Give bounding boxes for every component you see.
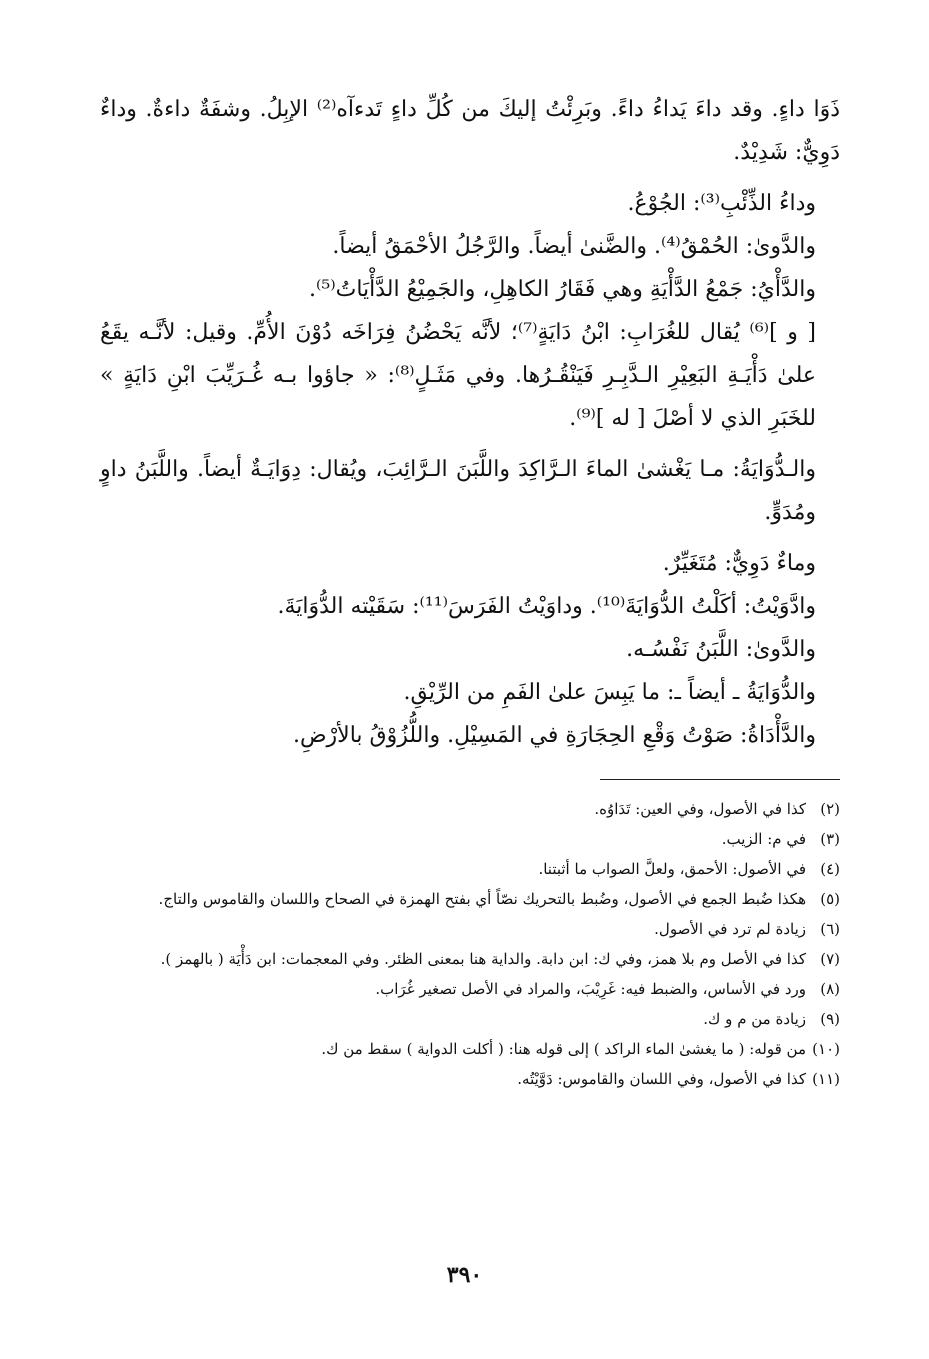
footnote bbox=[100, 914, 840, 944]
paragraph: والـدُّوَايَةُ: مـا يَغْشىٰ الماءَ الـرَّاكِدَ واللَّبَنَ الـرَّائِبَ، ويُقال: دِوَايَـةٌ أيضاً. واللَّبَنُ داوٍ ومُدَوٍّ. bbox=[100, 457, 816, 525]
footnote bbox=[100, 884, 840, 914]
footnote bbox=[100, 974, 840, 1004]
footnote-text: في الأصول: الأحمق، ولعلَّ الصواب ما أثبتنا. bbox=[538, 860, 806, 878]
footnote bbox=[100, 794, 840, 824]
paragraph: والدَّوىٰ: اللَّبَنُ نَفْسُـه. bbox=[626, 637, 816, 662]
footnote-number: (٥) bbox=[820, 890, 840, 908]
footnote-number: (٤) bbox=[820, 860, 840, 878]
page-number: ٣٩٠ bbox=[446, 1262, 483, 1288]
footnote-text: كذا في الأصول، وفي اللسان والقاموس: دَوَّيْتُه. bbox=[517, 1070, 806, 1088]
footnote-number: (١١) bbox=[812, 1070, 840, 1088]
footnote-divider bbox=[600, 779, 840, 780]
footnote-number: (٨) bbox=[820, 980, 840, 998]
paragraph: والدَّوىٰ: الحُمْقُ⁽⁴⁾. والضَّنىٰ أيضاً. والرَّجُلُ الأحْمَقُ أيضاً. bbox=[332, 234, 816, 259]
footnote-text: كذا في الأصول، وفي العين: تَدَاوُه. bbox=[594, 800, 806, 818]
paragraph: وادَّوَيْتُ: أكَلْتُ الدُّوَايَةَ⁽¹⁰⁾. وداوَيْتُ الفَرَسَ⁽¹¹⁾: سَقَيْته الدُّوَايَةَ. bbox=[277, 594, 816, 619]
footnotes bbox=[100, 794, 840, 1094]
footnote-number: (٦) bbox=[820, 920, 840, 938]
footnote bbox=[100, 944, 840, 974]
paragraph: والدُّوَايَةُ ـ أيضاً ـ: ما يَبِسَ علىٰ الفَمِ من الرِّيْقِ. bbox=[403, 680, 816, 705]
footnote bbox=[100, 1004, 840, 1034]
footnote-text: زيادة لم ترد في الأصول. bbox=[654, 920, 806, 938]
footnote-text: في م: الزيب. bbox=[721, 830, 806, 848]
main-text bbox=[100, 88, 840, 757]
footnote bbox=[100, 854, 840, 884]
footnote-number: (٣) bbox=[820, 830, 840, 848]
paragraph: والدَّأْدَاةُ: صَوْتُ وَقْعِ الحِجَارَةِ في المَسِيْلِ. واللُّزُوْقُ بالأرْضِ. bbox=[292, 723, 816, 748]
footnote-text: هكذا ضُبط الجمع في الأصول، وضُبط بالتحريك نصّاً أي بفتح الهمزة في الصحاح واللسان والقاموس والتاج. bbox=[158, 890, 806, 908]
footnote-number: (٧) bbox=[820, 950, 840, 968]
page bbox=[100, 88, 840, 1094]
footnote-number: (٢) bbox=[820, 800, 840, 818]
footnote-text: زيادة من م و ك. bbox=[703, 1010, 806, 1028]
footnote-number: (١٠) bbox=[812, 1040, 840, 1058]
paragraph: والدَّأْيُ: جَمْعُ الدَّأْيَةِ وهي فَقَارُ الكاهِلِ، والجَمِيْعُ الدَّأْيَاتُ⁽⁵⁾. bbox=[308, 277, 816, 302]
footnote bbox=[100, 1064, 840, 1094]
footnote-text: من قوله: ( ما يغشىٰ الماء الراكد ) إلى قوله هنا: ( أكلت الدواية ) سقط من ك. bbox=[321, 1040, 806, 1058]
footnote-text: كذا في الأصل وم بلا همز، وفي ك: ابن دابة. والداية هنا بمعنى الظئر. وفي المعجمات: ابن دَأْيَة ( بالهمز ). bbox=[160, 950, 806, 968]
footnote-text: ورد في الأساس، والضبط فيه: غَرِيْبَ، والمراد في الأصل تصغير غُرَاب. bbox=[375, 980, 806, 998]
paragraph: وماءٌ دَوِيٌّ: مُتَغَيِّرٌ. bbox=[662, 551, 816, 576]
footnote bbox=[100, 824, 840, 854]
paragraph: وداءُ الذِّئْبِ⁽³⁾: الجُوْعُ. bbox=[627, 191, 816, 216]
footnote bbox=[100, 1034, 840, 1064]
paragraph: ذَوَا داءٍ. وقد داءَ يَداءُ داءً. وبَرِئْتُ إليكَ من كُلِّ داءٍ تَدءآه⁽²⁾ الإبِلُ. وشفَةٌ داءةٌ. وداءٌ دَوِيٌّ: شَدِيْدٌ. bbox=[100, 97, 841, 165]
footnote-number: (٩) bbox=[820, 1010, 840, 1028]
paragraph: [ و ]⁽⁶⁾ يُقال للغُرَابِ: ابْنُ دَايَةٍ⁽⁷⁾؛ لأنَّه يَحْضُنُ فِرَاخَه دُوْنَ الأُمِّ. وقيل: لأنَّـه يقَعُ علىٰ دَأْيَـةِ البَعِيْرِ الـدَّبِـرِ فَيَنْقُـرُها. وفي مَثَـلٍ⁽⁸⁾: « جاؤوا بـه غُـرَيِّبَ ابْنِ دَايَةٍ » للخَبَرِ الذي لا أصْلَ [ له ]⁽⁹⁾. bbox=[100, 320, 816, 431]
